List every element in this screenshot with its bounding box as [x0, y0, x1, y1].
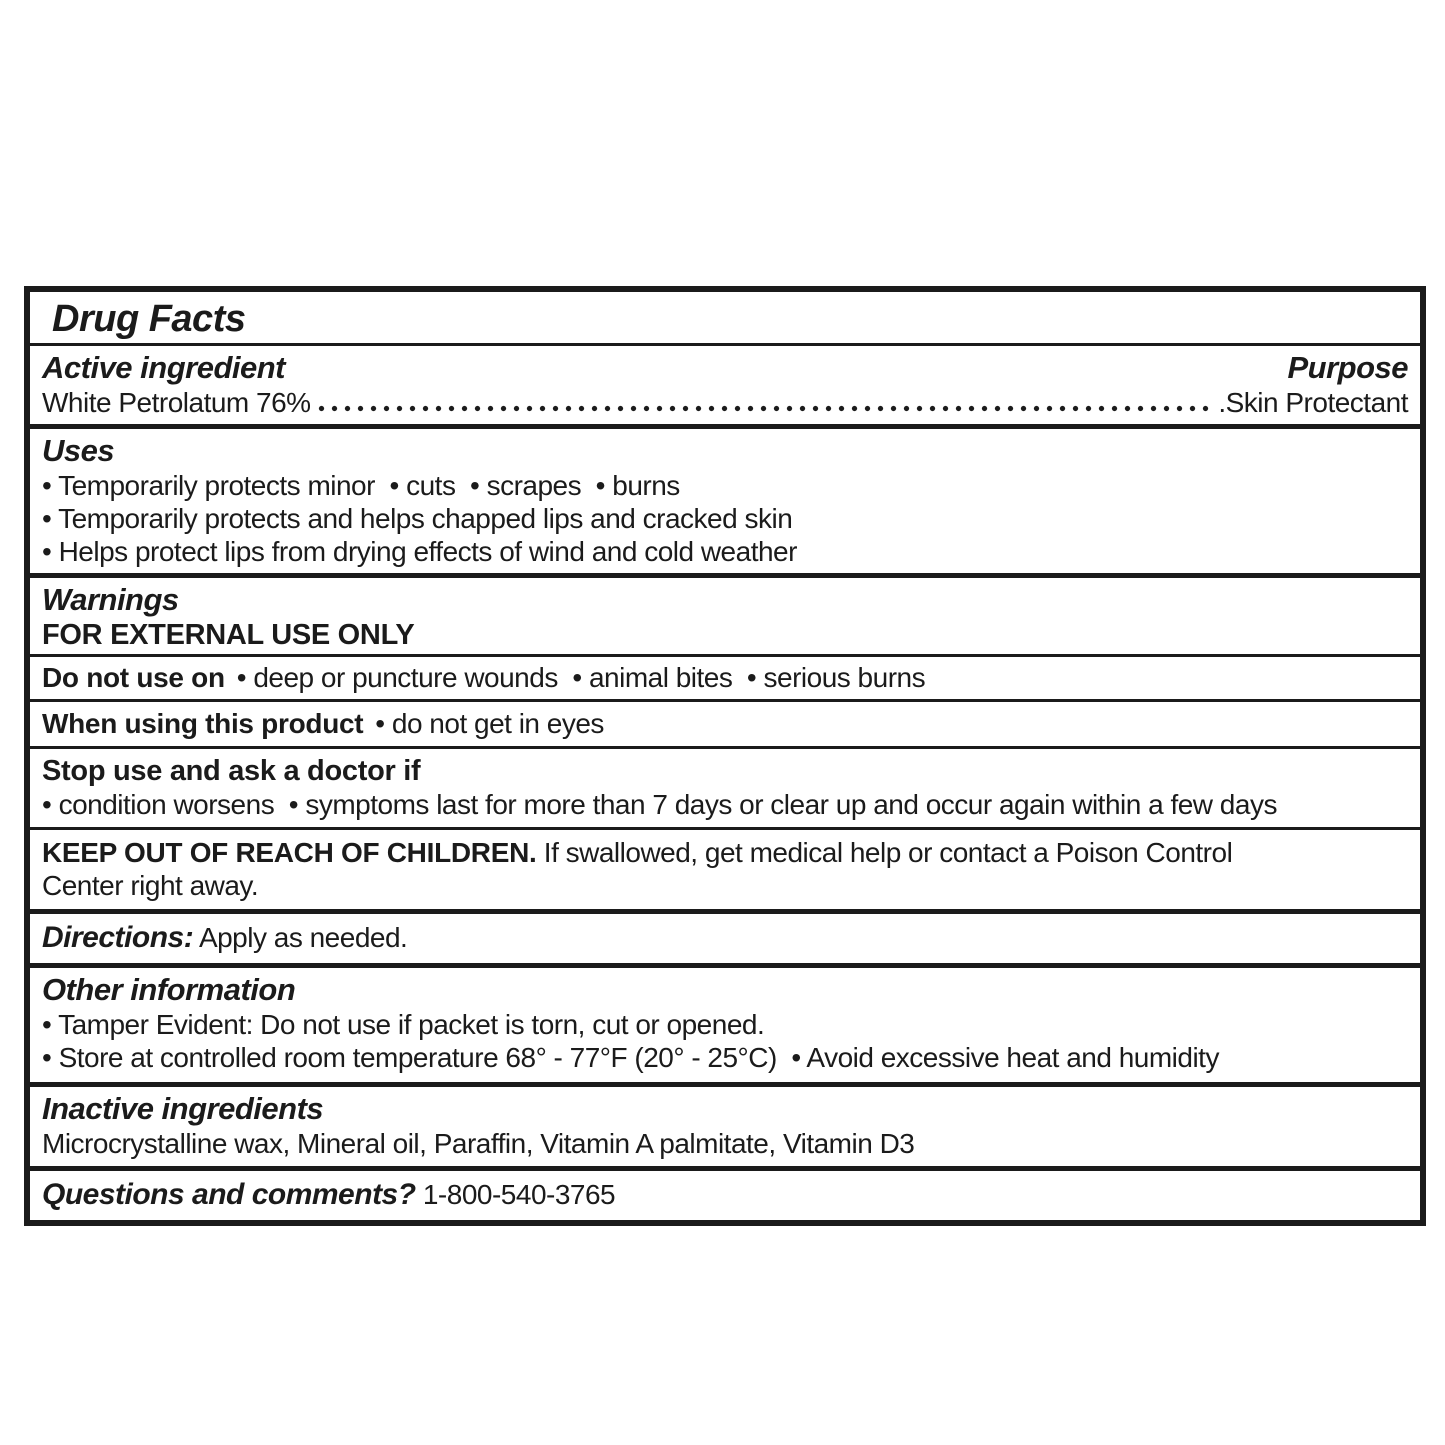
external-use-only-line: FOR EXTERNAL USE ONLY [42, 619, 415, 651]
directions-heading: Directions: [42, 921, 194, 954]
drug-facts-title-row [30, 292, 1420, 346]
uses-section [30, 424, 1420, 573]
active-ingredient-name: White Petrolatum 76% [42, 387, 311, 418]
inactive-ingredients-section [30, 1082, 1420, 1166]
keep-out-lead: KEEP OUT OF REACH OF CHILDREN. [42, 837, 537, 868]
do-not-use-lead: Do not use on [42, 662, 225, 693]
other-information-bullet: • Tamper Evident: Do not use if packet is torn, cut or opened. [42, 1009, 765, 1040]
stop-use-heading: Stop use and ask a doctor if [42, 755, 421, 787]
inactive-ingredients-heading: Inactive ingredients [42, 1091, 324, 1126]
directions-text: Apply as needed. [198, 922, 408, 953]
purpose-heading: Purpose [1287, 350, 1408, 385]
inactive-ingredients-text: Microcrystalline wax, Mineral oil, Paraffin, Vitamin A palmitate, Vitamin D3 [42, 1128, 915, 1159]
when-using-text: • do not get in eyes [375, 708, 604, 739]
other-information-section [30, 963, 1420, 1082]
active-ingredient-section [30, 346, 1420, 424]
stop-use-block [30, 749, 1420, 830]
uses-heading: Uses [42, 433, 115, 468]
stop-use-bullet: • condition worsens • symptoms last for more than 7 days or clear up and occur again within a few days [42, 789, 1277, 820]
active-ingredient-heading-row [42, 350, 1408, 386]
purpose-value: .Skin Protectant [1218, 387, 1408, 418]
active-ingredient-value-row [42, 386, 1408, 419]
keep-out-text-line2: Center right away. [42, 870, 259, 901]
when-using-row [30, 702, 1420, 749]
questions-phone: 1-800-540-3765 [422, 1179, 616, 1210]
directions-section [30, 909, 1420, 963]
uses-bullet: • Temporarily protects and helps chapped lips and cracked skin [42, 503, 793, 534]
keep-out-text-line1: If swallowed, get medical help or contact a Poison Control [543, 837, 1233, 868]
warnings-section [30, 573, 1420, 909]
warnings-heading: Warnings [42, 582, 179, 617]
active-ingredient-heading: Active ingredient [42, 350, 285, 385]
questions-section [30, 1166, 1420, 1220]
dot-leader [315, 386, 1215, 419]
questions-lead: Questions and comments? [42, 1178, 416, 1211]
do-not-use-row [30, 657, 1420, 702]
uses-bullet: • Temporarily protects minor • cuts • scrapes • burns [42, 470, 680, 501]
other-information-heading: Other information [42, 972, 296, 1007]
drug-facts-title: Drug Facts [52, 298, 246, 340]
warnings-heading-block [30, 578, 1420, 654]
drug-facts-label [24, 286, 1426, 1226]
uses-bullet: • Helps protect lips from drying effects of wind and cold weather [42, 536, 797, 567]
other-information-bullet: • Store at controlled room temperature 68° - 77°F (20° - 25°C) • Avoid excessive heat and humidity [42, 1042, 1219, 1073]
when-using-lead: When using this product [42, 708, 364, 739]
do-not-use-text: • deep or puncture wounds • animal bites • serious burns [236, 662, 926, 693]
keep-out-block [30, 830, 1420, 909]
